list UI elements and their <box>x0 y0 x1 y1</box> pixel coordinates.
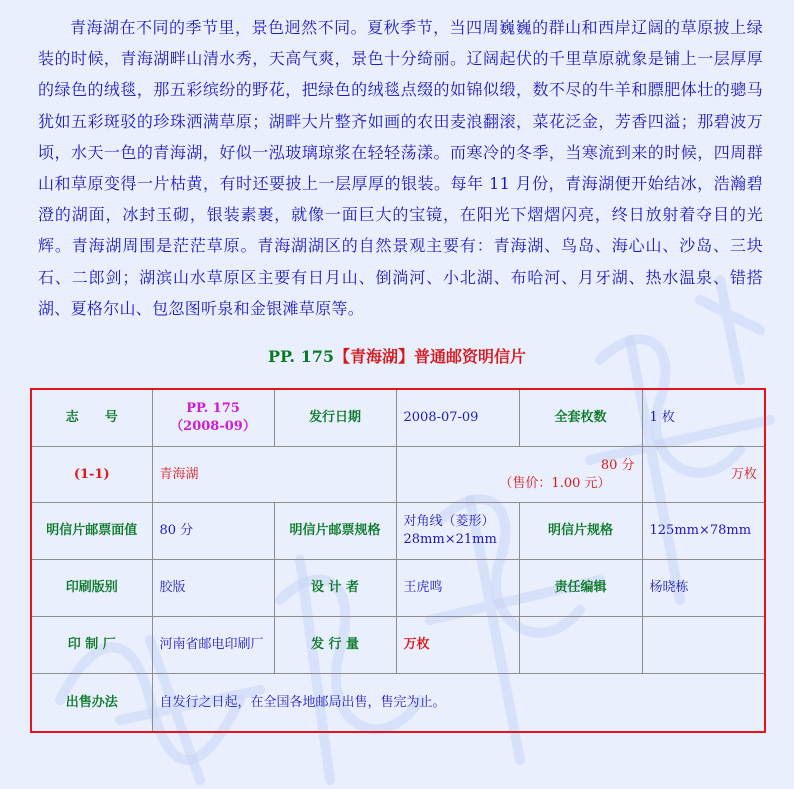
stamp-spec-cell <box>396 503 519 560</box>
printer: 河南省邮电印刷厂 <box>152 617 274 674</box>
card-size: 125mm×78mm <box>642 503 765 560</box>
stamp-value: 80 分 <box>152 503 274 560</box>
table-row <box>31 617 765 674</box>
table-row <box>31 503 765 560</box>
item-number: (1-1) <box>31 447 152 503</box>
table-row <box>31 674 765 733</box>
table-row <box>31 389 765 447</box>
table-row <box>31 560 765 617</box>
stamp-shape: 对角线（菱形） <box>403 514 495 529</box>
page-title <box>0 344 794 367</box>
editor: 杨晓栋 <box>642 560 765 617</box>
label-sale-method: 出售办法 <box>31 674 152 733</box>
empty-cell <box>642 617 765 674</box>
title-name: 【青海湖】普通邮资明信片 <box>333 347 526 366</box>
stamp-size: 28mm×21mm <box>403 532 497 547</box>
intro-paragraph: 青海湖在不同的季节里，景色迥然不同。夏秋季节，当四周巍巍的群山和西岸辽阔的草原披上绿装的时候，青海湖畔山清水秀，天高气爽，景色十分绮丽。辽阔起伏的千里草原就象是铺上一层厚厚的绿色的绒毯，那五彩缤纷的野花，把绿色的绒毯点缀的如锦似缎，数不尽的牛羊和膘肥体壮的骢马犹如五彩斑驳的珍珠洒满草原；湖畔大片整齐如画的农田麦浪翻滚，菜花泛金，芳香四溢；那碧波万顷，水天一色的青海湖，好似一泓玻璃琼浆在轻轻荡漾。而寒冷的冬季，当寒流到来的时候，四周群山和草原变得一片枯黄，有时还要披上一层厚厚的银装。每年 11 月份，青海湖便开始结冰，浩瀚碧澄的湖面，冰封玉砌，银装素裹，就像一面巨大的宝镜，在阳光下熠熠闪亮，终日放射着夺目的光辉。青海湖周围是茫茫草原。青海湖湖区的自然景观主要有：青海湖、鸟岛、海心山、沙岛、三块石、二郎剑；湖滨山水草原区主要有日月山、倒淌河、小北湖、布哈河、月牙湖、热水温泉、错搭湖、夏格尔山、包忽图听泉和金银滩草原等。 <box>38 18 763 318</box>
label-printer: 印 制 厂 <box>31 617 152 674</box>
label-print-type: 印刷版别 <box>31 560 152 617</box>
title-code: PP. 175 <box>268 347 334 366</box>
label-editor: 责任编辑 <box>519 560 642 617</box>
label-issue-quantity: 发 行 量 <box>274 617 396 674</box>
item-price-cell <box>396 447 642 503</box>
label-card-spec: 明信片规格 <box>519 503 642 560</box>
item-name: 青海湖 <box>152 447 396 503</box>
label-stamp-value: 明信片邮票面值 <box>31 503 152 560</box>
label-code: 志 号 <box>31 389 152 447</box>
face-value: 80 分 <box>600 457 635 473</box>
set-count: 1 枚 <box>642 389 765 447</box>
label-issue-date: 发行日期 <box>274 389 396 447</box>
code-line2: （2008-09） <box>170 419 256 434</box>
issue-quantity: 万枚 <box>396 617 519 674</box>
code-line1: PP. 175 <box>186 401 240 416</box>
designer: 王虎鸣 <box>396 560 519 617</box>
item-quantity: 万枚 <box>642 447 765 503</box>
label-stamp-spec: 明信片邮票规格 <box>274 503 396 560</box>
stamp-info-table <box>30 388 766 733</box>
table-row <box>31 447 765 503</box>
sale-method: 自发行之日起，在全国各地邮局出售，售完为止。 <box>152 674 765 733</box>
empty-cell <box>519 617 642 674</box>
code-cell <box>152 389 274 447</box>
sale-price: （售价：1.00 元） <box>499 475 611 491</box>
label-designer: 设 计 者 <box>274 560 396 617</box>
label-set-count: 全套枚数 <box>519 389 642 447</box>
issue-date: 2008-07-09 <box>396 389 519 447</box>
print-type: 胶版 <box>152 560 274 617</box>
